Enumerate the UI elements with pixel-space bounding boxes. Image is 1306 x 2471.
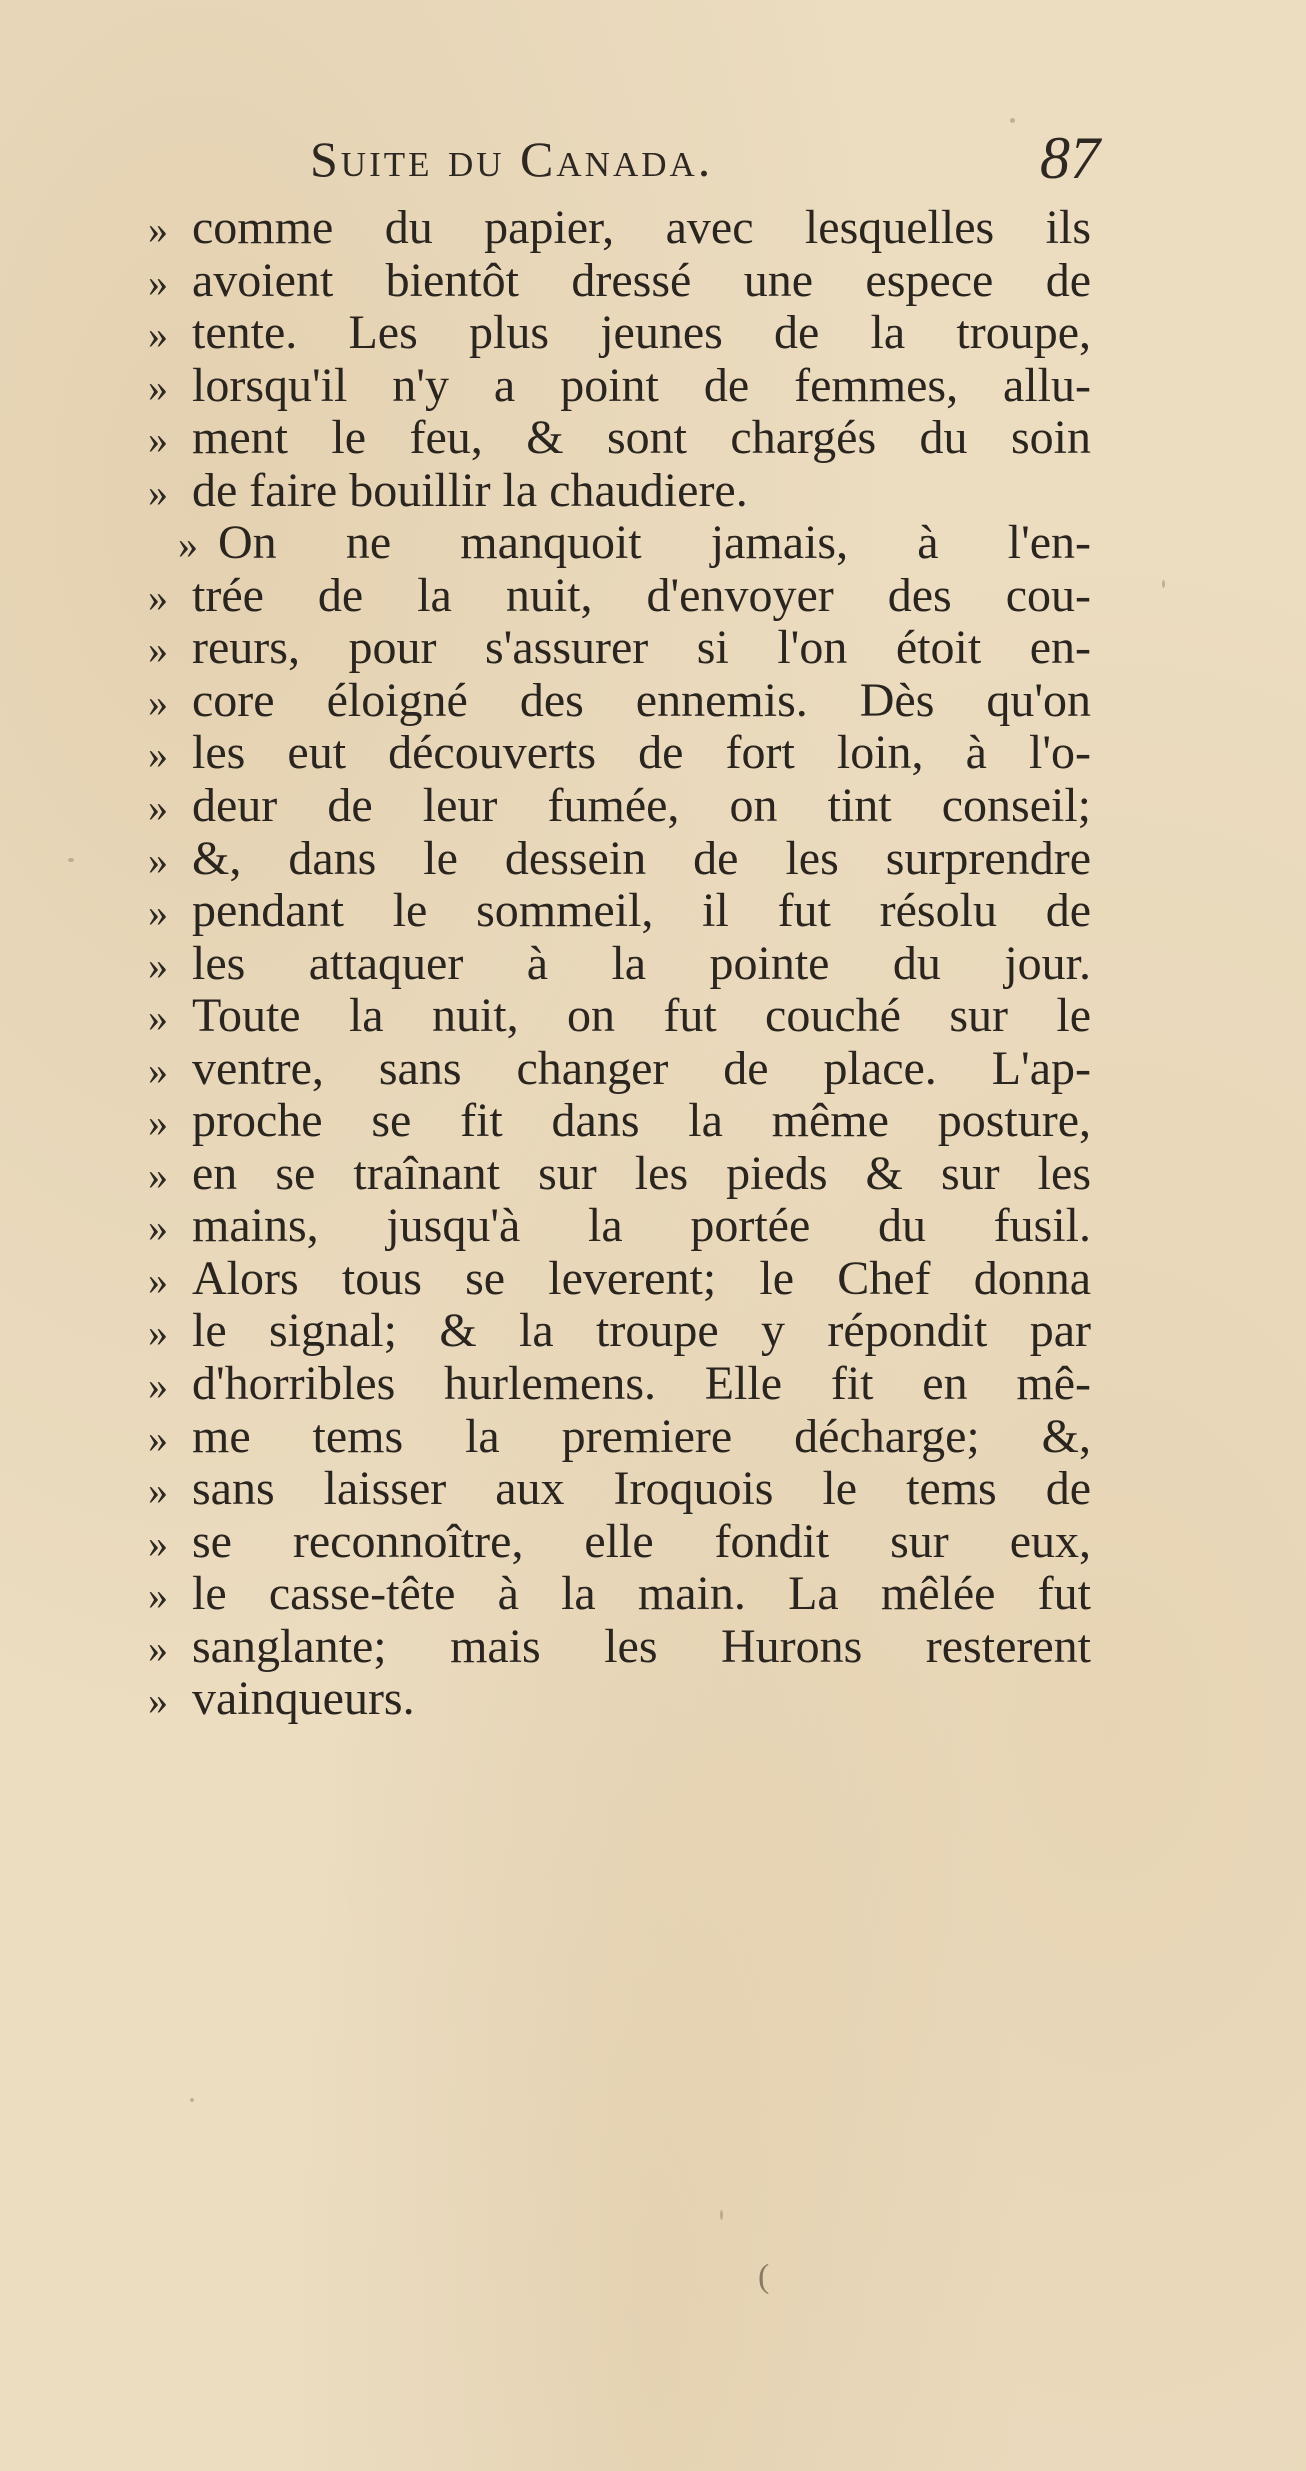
paper-speck: [68, 858, 74, 862]
quote-mark: »: [148, 1573, 168, 1619]
line-text: les attaquer à la pointe du jour.: [192, 937, 1091, 990]
line-text: le casse-tête à la main. La mêlée fut: [192, 1568, 1091, 1621]
quote-mark: »: [148, 312, 168, 358]
text-line: [148, 780, 1093, 833]
text-line: [148, 255, 1093, 308]
text-line: [148, 1253, 1093, 1306]
text-line: [148, 885, 1093, 938]
line-text: core éloigné des ennemis. Dès qu'on: [192, 674, 1091, 727]
text-line: [148, 1463, 1093, 1516]
line-text: avoient bientôt dressé une espece de: [192, 254, 1091, 307]
quote-mark: »: [148, 1520, 168, 1566]
text-line: [148, 1673, 1093, 1726]
text-line: [148, 570, 1093, 623]
page-number: 87: [1040, 125, 1100, 191]
text-line: [148, 1358, 1093, 1411]
text-line: [148, 833, 1093, 886]
line-text: proche se fit dans la même posture,: [192, 1095, 1091, 1148]
quote-mark: »: [148, 1310, 168, 1356]
running-title: Suite du Canada.: [310, 131, 714, 187]
line-text: me tems la premiere décharge; &,: [192, 1410, 1091, 1463]
quote-mark: »: [148, 1625, 168, 1671]
quote-mark: »: [148, 1047, 168, 1093]
quote-mark: »: [148, 1205, 168, 1251]
line-text: de faire bouillir la chaudiere.: [192, 464, 748, 517]
line-text: Toute la nuit, on fut couché sur le: [192, 990, 1091, 1043]
line-text: lorsqu'il n'y a point de femmes, allu-: [192, 359, 1091, 412]
paper-speck: [720, 2210, 723, 2220]
running-head: [310, 125, 1100, 200]
quote-mark: »: [148, 574, 168, 620]
quote-mark: »: [148, 259, 168, 305]
text-line: [148, 465, 1093, 518]
text-line: [148, 1568, 1093, 1621]
quote-mark: »: [148, 364, 168, 410]
quote-mark: »: [148, 890, 168, 936]
quote-mark: »: [148, 627, 168, 673]
line-text: trée de la nuit, d'envoyer des cou-: [192, 569, 1091, 622]
quote-mark: »: [178, 522, 198, 568]
line-text: les eut découverts de fort loin, à l'o-: [192, 727, 1091, 780]
quote-mark: »: [148, 207, 168, 252]
paper-speck: [1162, 580, 1165, 588]
paragraph-start-line: [148, 517, 1093, 570]
quote-mark: »: [148, 1152, 168, 1198]
text-line: [148, 622, 1093, 675]
quote-mark: »: [148, 469, 168, 515]
text-line: [148, 1305, 1093, 1358]
quote-mark: »: [148, 679, 168, 725]
line-text: reurs, pour s'assurer si l'on étoit en-: [192, 622, 1091, 675]
line-text: en se traînant sur les pieds & sur les: [192, 1147, 1091, 1200]
line-text: Alors tous se leverent; le Chef donna: [192, 1252, 1091, 1305]
quote-mark: »: [148, 1257, 168, 1303]
text-line: [148, 307, 1093, 360]
text-line: [148, 938, 1093, 991]
line-text: &, dans le dessein de les surprendre: [192, 832, 1091, 885]
quote-mark: »: [148, 1468, 168, 1514]
line-text: d'horribles hurlemens. Elle fit en mê-: [192, 1358, 1091, 1411]
quote-mark: »: [148, 995, 168, 1041]
paper-speck: [1010, 118, 1015, 123]
quote-mark: »: [148, 1678, 168, 1724]
line-text: vainqueurs.: [192, 1673, 415, 1726]
line-text: le signal; & la troupe y répondit par: [192, 1305, 1091, 1358]
text-line: [148, 1200, 1093, 1253]
line-text: ment le feu, & sont chargés du soin: [192, 412, 1091, 465]
text-line: [148, 1516, 1093, 1569]
quote-mark: »: [148, 1363, 168, 1409]
line-text: On ne manquoit jamais, à l'en-: [218, 517, 1091, 570]
line-text: sans laisser aux Iroquois le tems de: [192, 1463, 1091, 1516]
quote-mark: »: [148, 942, 168, 988]
paper-speck: [190, 2098, 194, 2102]
line-text: se reconnoître, elle fondit sur eux,: [192, 1515, 1091, 1568]
footer-mark: (: [758, 2258, 770, 2295]
text-line: [148, 1148, 1093, 1201]
quote-mark: »: [148, 417, 168, 463]
text-line: [148, 727, 1093, 780]
text-line: [148, 1411, 1093, 1464]
text-line: [148, 1043, 1093, 1096]
line-text: mains, jusqu'à la portée du fusil.: [192, 1200, 1091, 1253]
quote-mark: »: [148, 785, 168, 831]
line-text: deur de leur fumée, on tint conseil;: [192, 780, 1091, 833]
line-text: comme du papier, avec lesquelles ils: [192, 202, 1091, 254]
text-line: [148, 675, 1093, 728]
quote-mark: »: [148, 732, 168, 778]
line-text: pendant le sommeil, il fut résolu de: [192, 885, 1091, 938]
line-text: tente. Les plus jeunes de la troupe,: [192, 307, 1091, 360]
text-line: [148, 1621, 1093, 1674]
text-line: [148, 202, 1093, 255]
text-line: [148, 412, 1093, 465]
line-text: ventre, sans changer de place. L'ap-: [192, 1042, 1091, 1095]
text-line: [148, 1095, 1093, 1148]
line-text: sanglante; mais les Hurons resterent: [192, 1620, 1091, 1673]
text-line: [148, 990, 1093, 1043]
quote-mark: »: [148, 1415, 168, 1461]
quote-mark: »: [148, 837, 168, 883]
text-line: [148, 360, 1093, 413]
quote-mark: »: [148, 1100, 168, 1146]
body-text: [148, 202, 1093, 1726]
